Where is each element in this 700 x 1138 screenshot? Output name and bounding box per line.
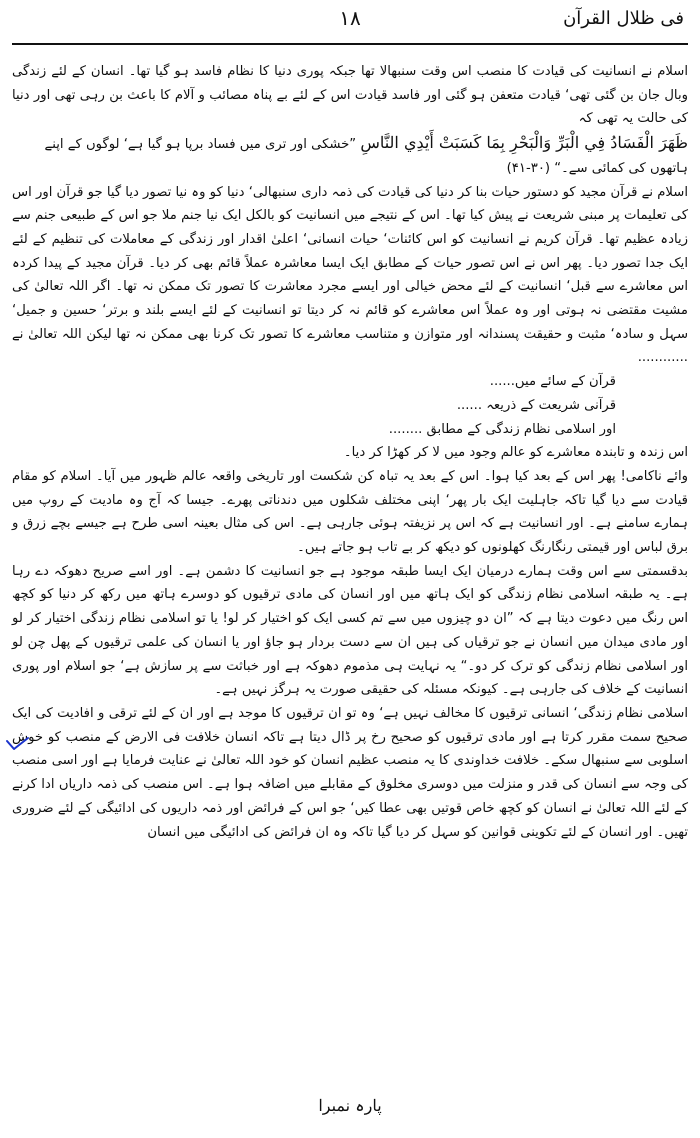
- list-item: قرآن کے سائے میں......: [489, 374, 616, 390]
- paragraph-misfortune: بدقسمتی سے اس وقت ہمارے درمیان ایک ایسا طبقہ موجود ہے جو انسانیت کا دشمن ہے۔ اور اسے صریح دھوکہ دے رہا ہے۔ یہ طبقہ اسلامی نظام زندگی کو ایک ہاتھ میں اور انسان کی مادی ترقیوں کو دوسرے ہاتھ میں رکھ کر دنیا کو کچھ اس رنگ میں دعوت دیتا ہے کہ ”ان دو چیزوں میں سے تم کسی ایک کو اختیار کر لو! یا تو اسلامی نظام زندگی اختیار کر لو اور مادی میدان میں انسان نے جو ترقیاں کی ہیں ان سے دست بردار ہو جاؤ اور یا انسان کی علمی ترقیوں کے پھل چن لو اور اسلامی نظام زندگی کو ترک کر دو۔“ یہ نہایت ہی مذموم دھوکہ ہے اور خباثت سے پر سازش ہے‘ جو اسلام اور پوری انسانیت کے خلاف کی جارہی ہے۔ کیونکہ مسئلہ کی حقیقی صورت یہ ہرگز نہیں ہے۔: [12, 563, 688, 698]
- page-body: [12, 60, 688, 844]
- verse-translation: ”خشکی اور تری میں فساد برپا ہو گیا ہے‘ لوگوں کے اپنے ہاتھوں کی کمائی سے۔“ (۳۰-۴۱): [44, 137, 688, 176]
- paragraph-failure: وائے ناکامی! پھر اس کے بعد کیا ہوا۔ اس کے بعد یہ تباہ کن شکست اور تاریخی واقعہ عالم ظہور میں آیا۔ اسلام کو مقام قیادت سے دیا گیا تاکہ جاہلیت ایک بار پھر‘ اپنی مختلف شکلوں میں دندناتی پھرے۔ جیسا کہ آج وہ مادیت کے روپ میں ہمارے سامنے ہے۔ اور انسانیت ہے کہ اس پر نزیفتہ ہوئی جارہی ہے۔ اس کی مثال بعینہ اسی طرح ہے جیسے بچے زرق و برق لباس اور قیمتی رنگارنگ کھلونوں کو دیکھ کر بے تاب ہو جاتے ہیں۔: [12, 468, 688, 556]
- page-header: [12, 0, 688, 46]
- paragraph-living-society: اس زندہ و تابندہ معاشرے کو عالم وجود میں لا کر کھڑا کر دیا۔: [343, 445, 688, 461]
- verse-arabic: ظَهَرَ الْفَسَادُ فِي الْبَرِّ وَالْبَحْرِ بِمَا كَسَبَتْ أَيْدِي النَّاسِ: [360, 133, 688, 153]
- list-item: اور اسلامی نظام زندگی کے مطابق ........: [388, 421, 616, 437]
- list-item: قرآنی شریعت کے ذریعہ ......: [456, 397, 616, 413]
- checkmark-icon: [4, 735, 30, 753]
- paragraph-intro: اسلام نے انسانیت کی قیادت کا منصب اس وقت سنبھالا تھا جبکہ پوری دنیا کا نظام فاسد ہو گیا تھا۔ انسان کے لئے زندگی وبال جان بن گئی تھی‘ قیادت متعفن ہو گئی اور فاسد قیادت اس کے لئے بے پناہ مصائب و آلام کا باعث بن رہی تھی اور دنیا کی حالت یہ تھی کہ: [12, 64, 688, 127]
- header-divider: [12, 43, 688, 45]
- paragraph-islamic-system: اسلامی نظام زندگی‘ انسانی ترقیوں کا مخالف نہیں ہے‘ وہ تو ان ترقیوں کا موجد ہے اور ان کے لئے ترقی و افادیت کی ایک صحیح سمت مقرر کرتا ہے اور مادی ترقیوں کو صحیح رخ پر ڈال دیتا ہے تاکہ انسان خلافت فی الارض کے منصب کو خوش اسلوبی سے سنبھال سکے۔ خلافت خداوندی کا یہ منصب عظیم انسان کو خود اللہ تعالیٰ نے عنایت فرمایا ہے اور اسی منصب کی وجہ سے انسان کی قدر و منزلت میں دوسری مخلوق کے مقابلے میں اضافہ ہوا ہے۔ اس منصب کی ذمہ داریاں ادا کرنے کے لئے اللہ تعالیٰ نے انسان کو کچھ خاص قوتیں بھی عطا کیں‘ جو اس کے فرائض اور ذمہ داریوں کی ادائیگی کے لئے ضروری تھیں۔ اور انسان کے لئے تکوینی قوانین کو سہل کر دیا گیا تاکہ وہ ان فرائض کی ادائیگی میں انسان: [12, 705, 688, 840]
- running-title: فی ظلال القرآن: [563, 8, 684, 29]
- page-number: ۱۸: [339, 6, 361, 30]
- page-footer: پارہ نمبرا: [318, 1096, 382, 1115]
- quranic-verse: [12, 131, 688, 180]
- points-list: [12, 370, 688, 441]
- paragraph-quran-constitution: اسلام نے قرآن مجید کو دستور حیات بنا کر دنیا کی قیادت کی ذمہ داری سنبھالی‘ دنیا کو وہ نیا تصور دیا گیا جو قرآن اور اس کی تعلیمات پر مبنی شریعت نے پیش کیا تھا۔ اس کے نتیجے میں انسانیت کو بالکل ایک نیا جنم ملا جو اس کے طبیعی جنم سے زیادہ عظیم تھا۔ قرآن کریم نے انسانیت کو اس کائنات‘ حیات انسانی‘ اعلیٰ اقدار اور زندگی کے معاملات کی تنظیم کے لئے ایک جدا تصور دیا۔ پھر اس نے اس تصور حیات کے مطابق ایک ایسا معاشرہ عملاً قائم بھی کر دیا۔ قرآن مجید کے پیدا کردہ اس معاشرے سے قبل‘ انسانیت کے لئے محض خیالی اور ایسے مجرد معاشرت کا تصور تک ممکن نہ تھا۔ اگر اللہ تعالیٰ کی مشیت مقتضی نہ ہوتی اور وہ عملاً اس معاشرے کو قائم نہ کر دیتا تو انسانیت کے لئے ایسے بلند و برتر‘ حسین و جمیل‘ سہل و سادہ‘ مثبت و حقیقت پسندانہ اور متوازن و متناسب معاشرے کا تصور تک کرنا بھی ممکن نہ تھا لیکن اللہ تعالیٰ نے ............: [12, 184, 688, 366]
